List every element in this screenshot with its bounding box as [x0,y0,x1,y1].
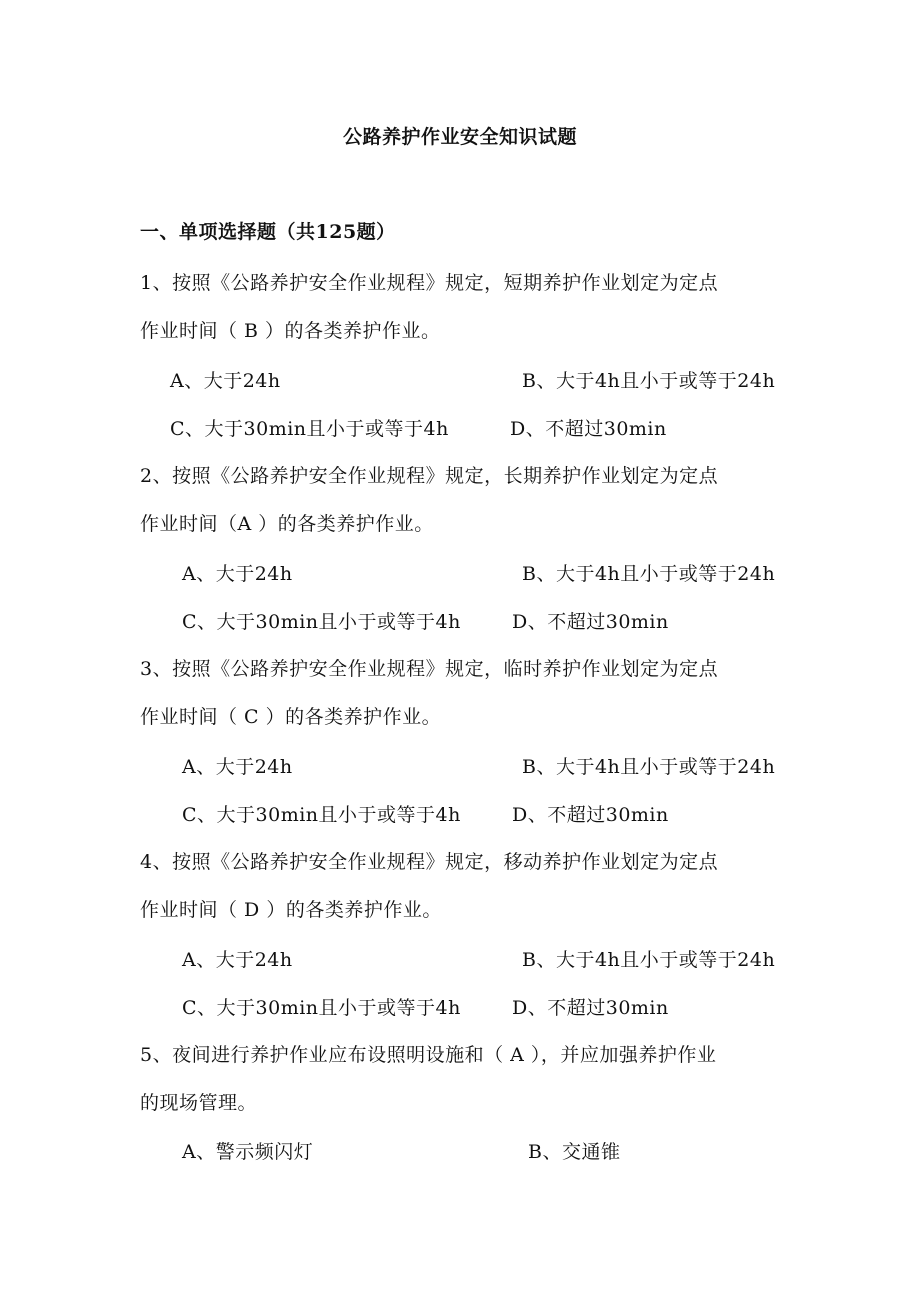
question-5-text-line-1: 5、夜间进行养护作业应布设照明设施和（ A ），并应加强养护作业 [140,1044,717,1066]
section-heading: 一、单项选择题（共125题） [140,221,396,243]
question-2-option-a: A、大于24h [182,563,293,585]
question-1-option-d: D、不超过30min [510,418,667,440]
question-4-option-a: A、大于24h [182,949,293,971]
question-4-option-b: B、大于4h且小于或等于24h [522,949,776,971]
question-2-option-d: D、不超过30min [512,611,669,633]
question-1-text-line-2: 作业时间（ B ）的各类养护作业。 [140,320,441,342]
question-4-text-line-1: 4、按照《公路养护安全作业规程》规定，移动养护作业划定为定点 [140,851,719,873]
question-2-text-line-2: 作业时间（A ）的各类养护作业。 [140,513,434,535]
question-3-option-d: D、不超过30min [512,804,669,826]
question-5-option-b: B、交通锥 [528,1141,621,1163]
question-5-text-line-2: 的现场管理。 [140,1092,258,1114]
question-1-text-line-1: 1、按照《公路养护安全作业规程》规定，短期养护作业划定为定点 [140,272,719,294]
question-3-option-c: C、大于30min且小于或等于4h [182,804,461,826]
question-4-option-d: D、不超过30min [512,997,669,1019]
question-4-option-c: C、大于30min且小于或等于4h [182,997,461,1019]
question-2-text-line-1: 2、按照《公路养护安全作业规程》规定，长期养护作业划定为定点 [140,465,719,487]
question-4-text-line-2: 作业时间（ D ）的各类养护作业。 [140,899,442,921]
question-2-option-b: B、大于4h且小于或等于24h [522,563,776,585]
question-1-option-a: A、大于24h [170,370,281,392]
question-2-option-c: C、大于30min且小于或等于4h [182,611,461,633]
question-3-option-a: A、大于24h [182,756,293,778]
document-title: 公路养护作业安全知识试题 [342,126,577,148]
question-3-text-line-1: 3、按照《公路养护安全作业规程》规定，临时养护作业划定为定点 [140,658,719,680]
question-1-option-b: B、大于4h且小于或等于24h [522,370,776,392]
question-3-option-b: B、大于4h且小于或等于24h [522,756,776,778]
question-1-option-c: C、大于30min且小于或等于4h [170,418,449,440]
question-5-option-a: A、警示频闪灯 [182,1141,314,1163]
question-3-text-line-2: 作业时间（ C ）的各类养护作业。 [140,706,442,728]
